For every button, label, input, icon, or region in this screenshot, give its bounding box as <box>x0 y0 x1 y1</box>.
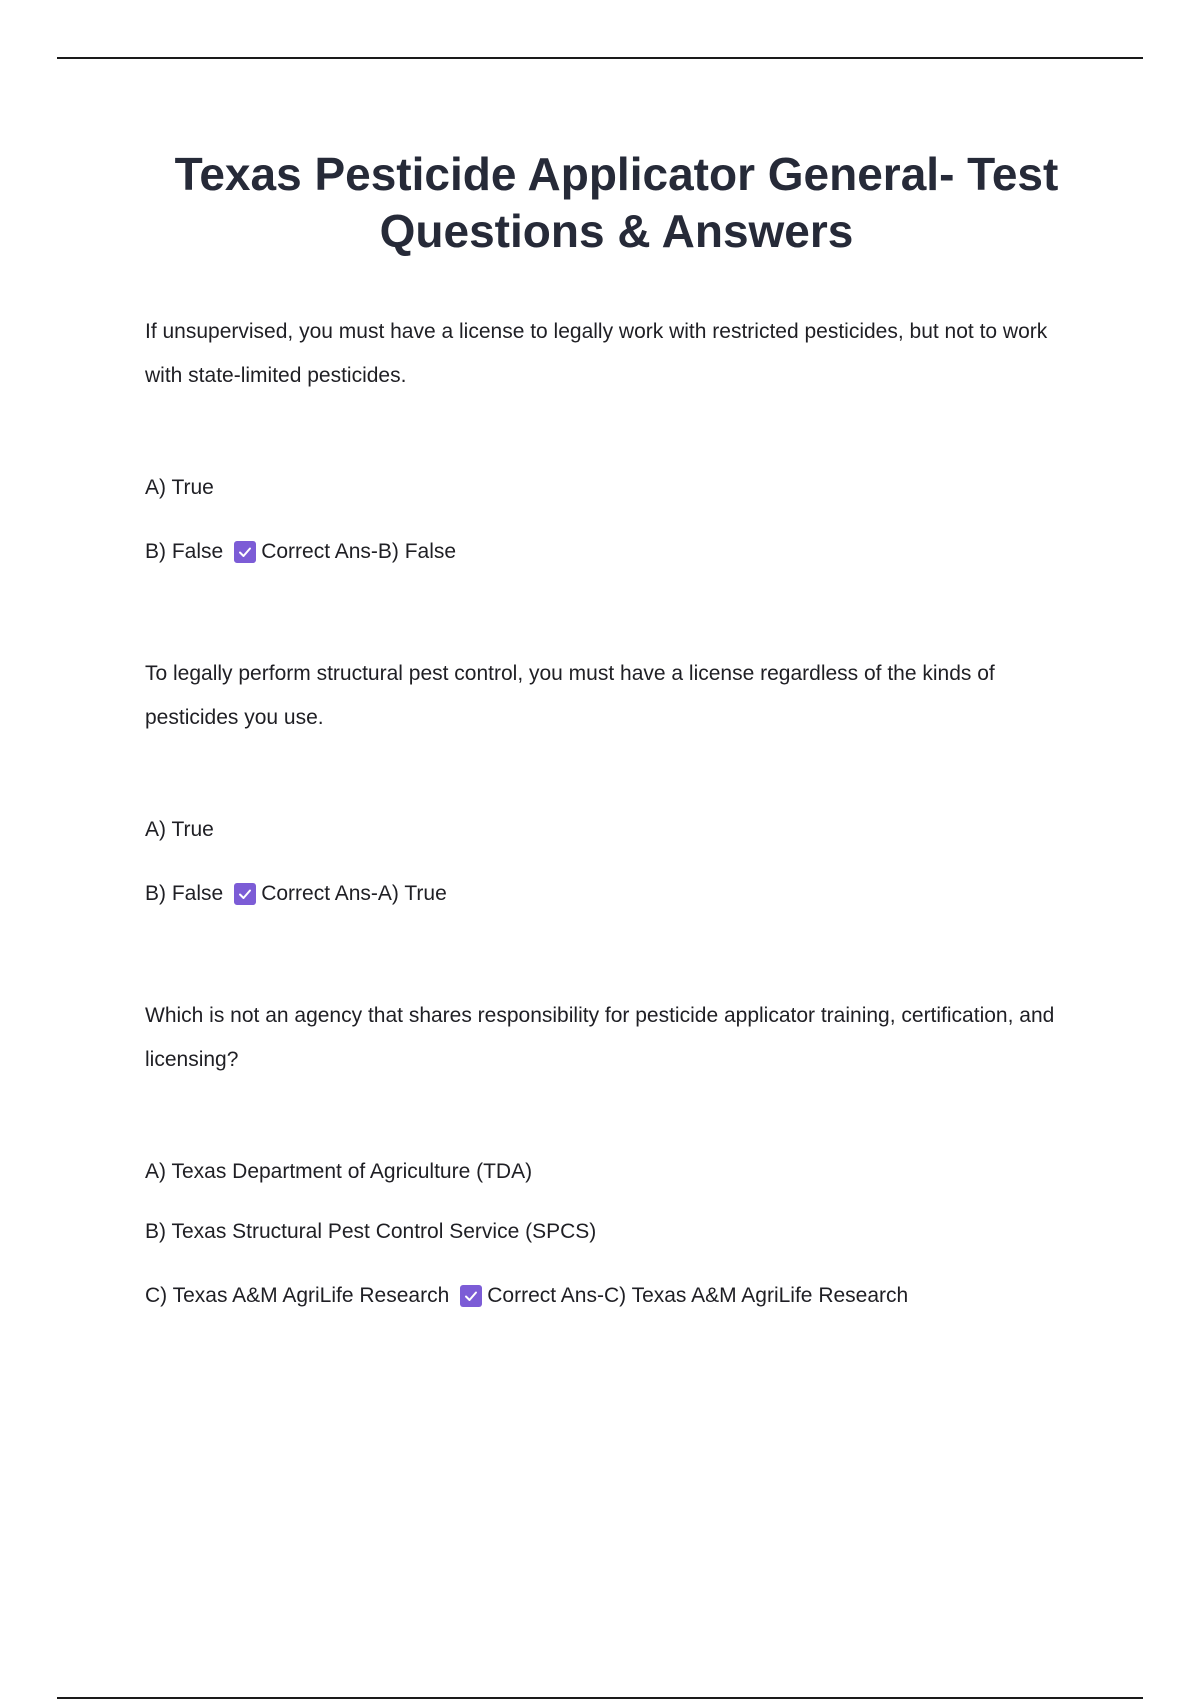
option-label: B) False <box>145 882 224 905</box>
option-item <box>145 538 1085 566</box>
option-label: B) False <box>145 540 224 563</box>
question-text: To legally perform structural pest control, you must have a license regardless of the kinds of pesticides you use. <box>145 662 995 729</box>
page-title: Texas Pesticide Applicator General- Test Questions & Answers <box>174 148 1059 257</box>
check-box-icon <box>234 883 256 905</box>
option-label: B) Texas Structural Pest Control Service (SPCS) <box>145 1220 597 1243</box>
option-item <box>145 1158 1085 1186</box>
option-item <box>145 1282 1085 1310</box>
top-rule <box>57 57 1143 59</box>
bottom-rule <box>57 1697 1143 1699</box>
question-text: Which is not an agency that shares responsibility for pesticide applicator training, certification, and licensing? <box>145 1004 1055 1071</box>
option-item <box>145 816 1085 844</box>
question-text: If unsupervised, you must have a license to legally work with restricted pesticides, but not to work with state-limited pesticides. <box>145 320 1048 387</box>
option-label: A) True <box>145 818 214 841</box>
option-label: A) True <box>145 476 214 499</box>
correct-answer: Correct Ans-B) False <box>261 540 457 563</box>
correct-answer: Correct Ans-C) Texas A&M AgriLife Research <box>487 1284 909 1307</box>
option-item <box>145 880 1085 908</box>
option-label: C) Texas A&M AgriLife Research <box>145 1284 450 1307</box>
option-label: A) Texas Department of Agriculture (TDA) <box>145 1160 533 1183</box>
check-box-icon <box>234 541 256 563</box>
question-block <box>145 310 1085 566</box>
option-item <box>145 474 1085 502</box>
check-box-icon <box>460 1285 482 1307</box>
question-block <box>145 652 1085 908</box>
correct-answer: Correct Ans-A) True <box>261 882 447 905</box>
question-list <box>145 310 1085 1310</box>
question-block <box>145 994 1085 1310</box>
option-item <box>145 1218 1085 1246</box>
